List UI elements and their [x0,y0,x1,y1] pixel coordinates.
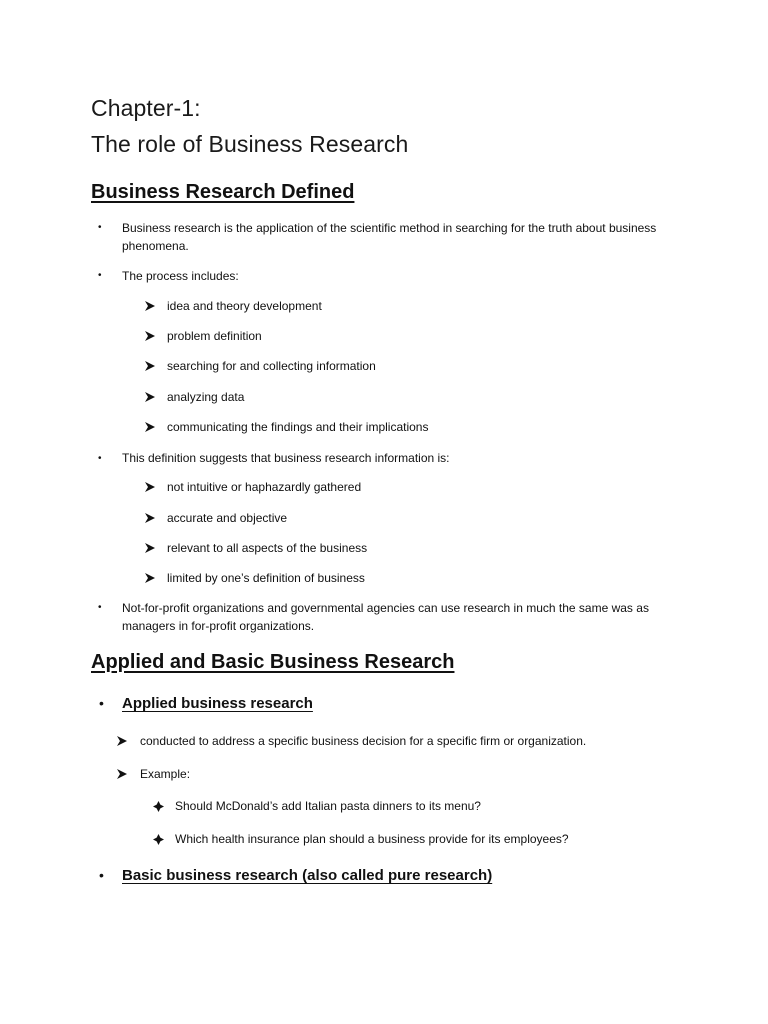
list-item: limited by one’s definition of business [167,571,365,585]
info-intro: This definition suggests that business research information is: [122,451,450,465]
arrowhead-bullet-icon [145,573,155,583]
list-item: idea and theory development [167,299,322,313]
arrowhead-bullet-icon [145,361,155,371]
process-intro: The process includes: [122,269,239,283]
nonprofit-paragraph: Not-for-profit organizations and governmental agencies can use research in much the same was as managers in for-profit organizations. [122,601,649,633]
list-item: Example: [140,767,191,781]
bullet-dot-icon: • [98,453,102,464]
list-item: problem definition [167,329,262,343]
list-item: relevant to all aspects of the business [167,541,368,555]
list-item: conducted to address a specific business decision for a specific firm or organization. [140,734,587,748]
arrowhead-bullet-icon [145,422,155,432]
arrowhead-bullet-icon [145,513,155,523]
diamond-bullet-icon [153,834,164,845]
chapter-title: The role of Business Research [91,131,409,157]
bullet-dot-icon: • [98,602,102,613]
subheading-basic: Basic business research (also called pure research) [122,867,493,884]
arrowhead-bullet-icon [117,736,127,746]
bullet-dot-icon: • [98,270,102,281]
list-item: searching for and collecting information [167,359,376,373]
diamond-bullet-icon [153,801,164,812]
arrowhead-bullet-icon [145,543,155,553]
list-item: communicating the findings and their implications [167,420,429,434]
list-item: analyzing data [167,390,245,404]
bullet-dot-icon: • [99,695,104,711]
subheading-applied: Applied business research [122,695,313,712]
arrowhead-bullet-icon [145,482,155,492]
arrowhead-bullet-icon [145,392,155,402]
arrowhead-bullet-icon [117,769,127,779]
arrowhead-bullet-icon [145,301,155,311]
bullet-dot-icon: • [99,867,104,883]
section-heading-applied-basic: Applied and Basic Business Research [91,651,455,673]
list-item: Which health insurance plan should a business provide for its employees? [175,832,569,846]
definition-paragraph: Business research is the application of the scientific method in searching for the truth about business phenomena. [122,221,657,253]
arrowhead-bullet-icon [145,331,155,341]
list-item: not intuitive or haphazardly gathered [167,480,362,494]
list-item: accurate and objective [167,511,288,525]
section-heading-definition: Business Research Defined [91,181,355,203]
bullet-dot-icon: • [98,222,102,233]
list-item: Should McDonald’s add Italian pasta dinners to its menu? [175,799,481,813]
chapter-number: Chapter-1: [91,95,201,121]
